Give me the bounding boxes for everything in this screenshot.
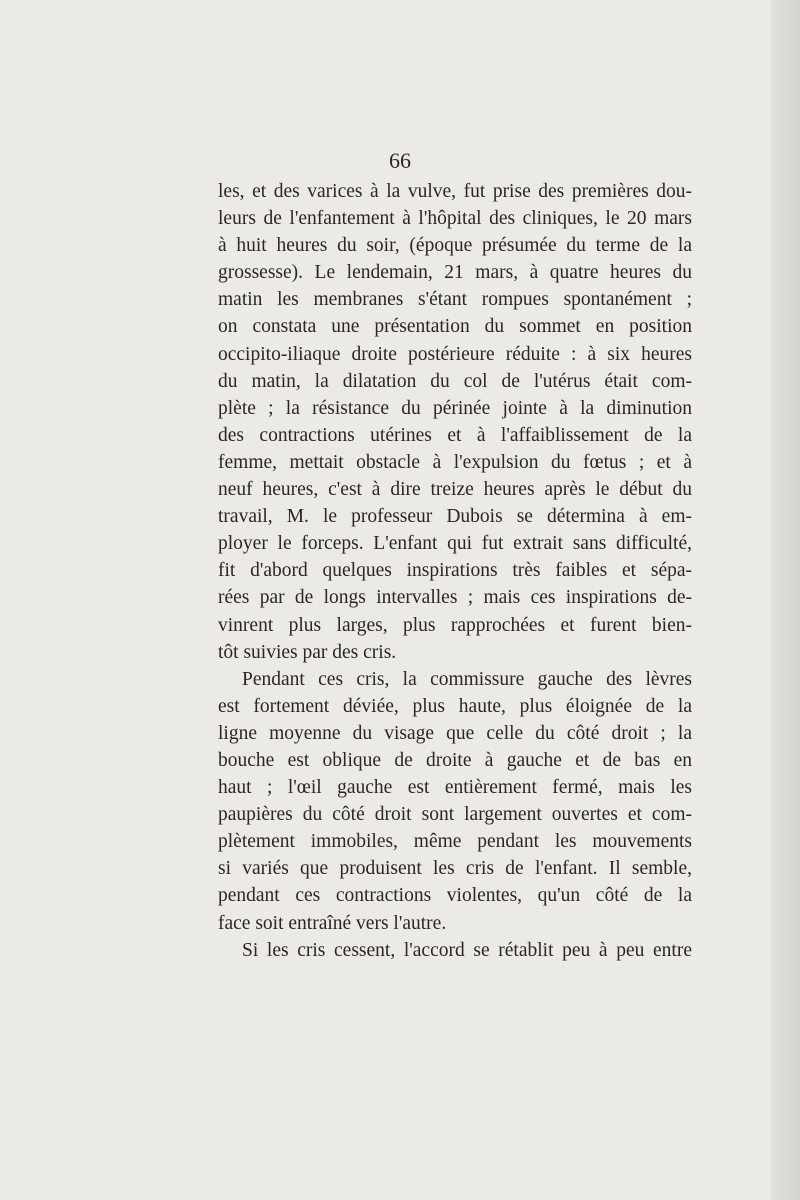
text-line: Pendant ces cris, la commissure gauche des lèvres [242,668,692,690]
text-line: travail, M. le professeur Dubois se détermina à em- [218,506,692,528]
page-edge-shadow [770,0,800,1200]
text-line: tôt suivies par des cris. [218,641,397,663]
text-line: grossesse). Le lendemain, 21 mars, à quatre heures du [218,262,692,284]
text-line: face soit entraîné vers l'autre. [218,912,447,934]
text-line: paupières du côté droit sont largement ouvertes et com- [218,804,692,826]
text-line: pendant ces contractions violentes, qu'un côté de la [218,885,692,907]
text-line: haut ; l'œil gauche est entièrement fermé, mais les [218,777,692,799]
text-line: à huit heures du soir, (époque présumée du terme de la [218,235,692,257]
text-line: rées par de longs intervalles ; mais ces inspirations de- [218,587,692,609]
text-line: les, et des varices à la vulve, fut prise des premières dou- [218,181,692,202]
text-line: femme, mettait obstacle à l'expulsion du fœtus ; et à [218,451,692,473]
page-number: 66 [389,148,411,173]
text-line: du matin, la dilatation du col de l'utérus était com- [218,370,692,392]
text-line: fit d'abord quelques inspirations très faibles et sépa- [218,560,692,582]
text-line: leurs de l'enfantement à l'hôpital des cliniques, le 20 mars [218,208,692,230]
text-line: plètement immobiles, même pendant les mouvements [218,831,692,853]
text-line: plète ; la résistance du périnée jointe à la diminution [218,397,692,419]
text-line: on constata une présentation du sommet en position [218,316,692,338]
text-line: neuf heures, c'est à dire treize heures après le début du [218,479,692,501]
text-line: vinrent plus larges, plus rapprochées et furent bien- [218,614,692,636]
text-line: matin les membranes s'étant rompues spontanément ; [218,289,692,311]
text-line: est fortement déviée, plus haute, plus éloignée de la [218,695,692,717]
text-line: des contractions utérines et à l'affaiblissement de la [218,424,692,446]
body-text [218,178,692,964]
text-line: bouche est oblique de droite à gauche et de bas en [218,749,692,771]
text-line: ployer le forceps. L'enfant qui fut extrait sans difficulté, [218,533,692,555]
text-line: si variés que produisent les cris de l'enfant. Il semble, [218,858,692,880]
text-line: ligne moyenne du visage que celle du côté droit ; la [218,722,692,744]
text-line: occipito-iliaque droite postérieure réduite : à six heures [218,343,692,365]
text-line: Si les cris cessent, l'accord se rétablit peu à peu entre [242,939,692,961]
